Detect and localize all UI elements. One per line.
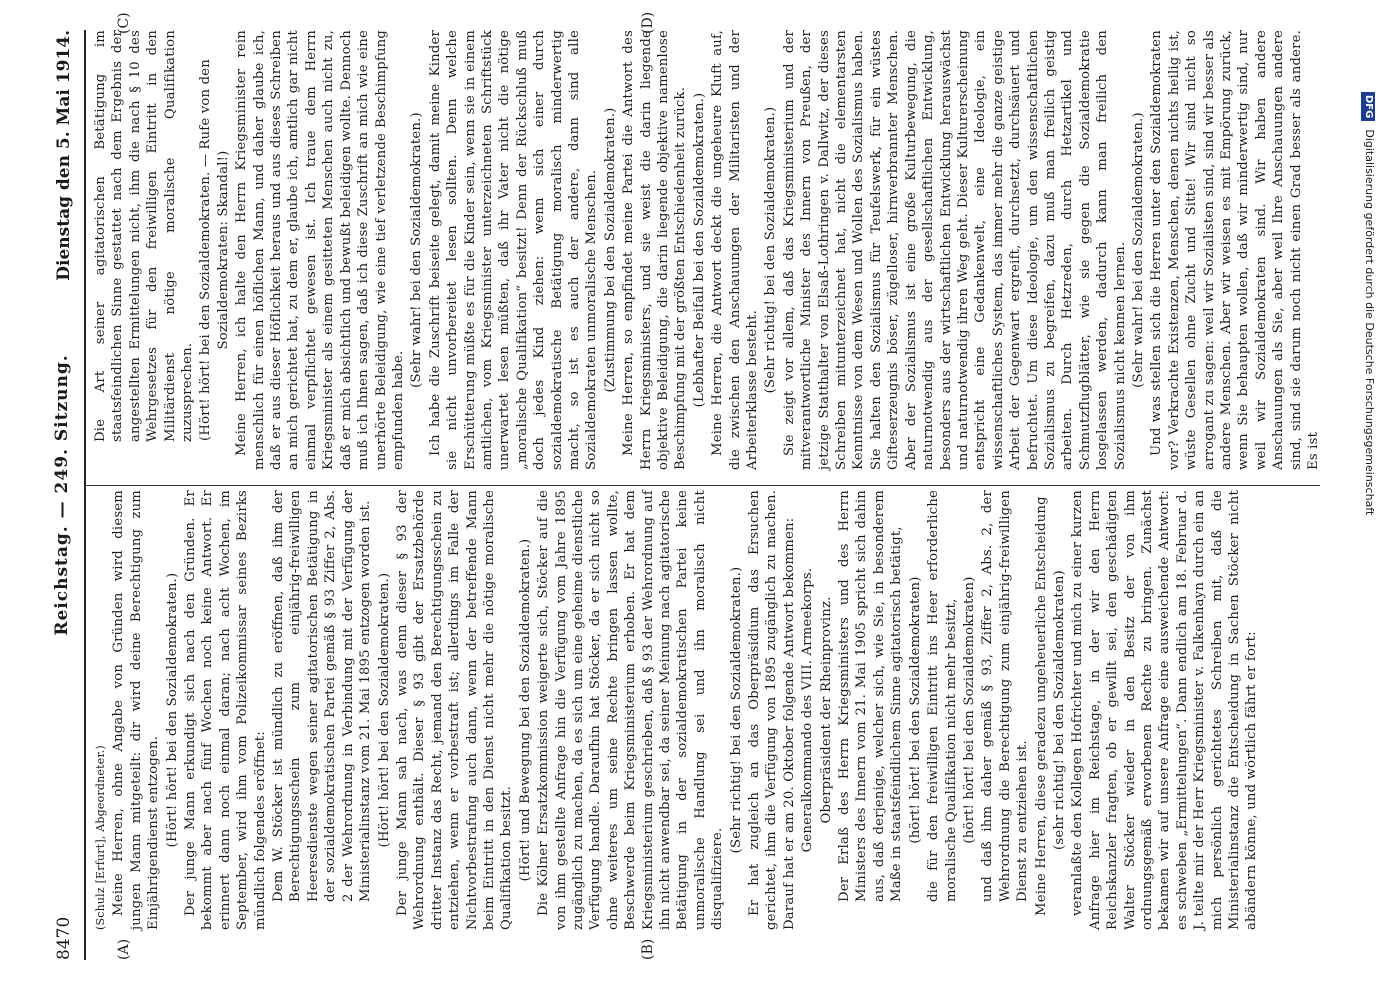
paragraph: Die Kölner Ersatzkommission weigerte sich, Stöcker auf die von ihm gestellte Anfrage hin die Verfügung vom Jahre 1895 zugänglich zu machen, da es sich um eine geheime dienstliche Verfügung handle. Daraufhin hat Stöcker, da er sich nicht so ohne weiteres um seine Rechte bringen lassen wollte, Beschwerde beim Kriegsministerium erhoben. Er hat dem Kriegsministerium geschrieben, daß § 93 der Wehrordnung auf ihn nicht anwendbar sei, da seiner Meinung nach agitatorische Betätigung in der sozialdemokratischen Partei keine unmoralische Handlung sei und ihn moralisch nicht disqualifiziere.	[536, 490, 726, 930]
margin-marker-a: (A)	[116, 938, 132, 960]
quoted-text: Der Erlaß des Herrn Kriegsministers und des Herrn Ministers des Innern vom 21. Mai 1905 spricht sich dahin aus, daß derjenige, welcher sich, wie Sie, in besonderem Maße in staatsfeindlichem Sinne agitatorisch betätigt,	[837, 490, 905, 902]
paragraph: Sie zeigt vor allem, daß das Kriegsministerium und der mitverantwortliche Minister des Innern von Preußen, der jetzige Statthalter von Elsaß-Lothringen v. Dallwitz, der dieses Schreiben mitunterzeichnet hat, nicht die elementarsten Kenntnisse von dem Wesen und Wollen des Sozialismus haben. Sie halten den Sozialismus für Teufelswerk, für ein wüstes Gifteserzeugnis böser, zügelloser, hirnverbrannter Menschen. Aber der Sozialismus ist eine große Kulturbewegung, die naturnotwendig aus der gesellschaftlichen Entwicklung, besonders aus der wirtschaftlichen Entwicklung herauswächst und naturnotwendig ihren Weg geht. Dieser Kulturerscheinung entspricht eine Gedankenwelt, eine Ideologie, ein wissenschaftliches System, das immer mehr die ganze geistige Arbeit der Gegenwart ergreift, durchsetzt, durchsäuert und befruchtet. Um diese Ideologie, um den wissenschaftlichen Sozialismus zu begreifen, dazu muß man freilich geistig arbeiten. Durch Hetzreden, durch Hetzartikel und Schmutzflugblätter, wie sie gegen die Sozialdemokratie losgelassen werden, dadurch kann man freilich den Sozialismus nicht kennen lernen.	[781, 30, 1128, 470]
paragraph: Der junge Mann erkundigt sich nach den Gründen. Er bekommt aber nach fünf Wochen noch keine Antwort. Er erinnert dann noch einmal daran; nach acht Wochen, im September, wird ihm vom Polizeikommissar seines Bezirks mündlich folgendes eröffnet:	[183, 490, 268, 930]
paragraph: Er hat zugleich an das Oberpräsidium das Ersuchen gerichtet, ihm die Verfügung von 1895 zugänglich zu machen. Darauf hat er am 20. Oktober folgende Antwort bekommen:	[747, 490, 797, 930]
margin-marker-d: (D)	[640, 11, 656, 34]
interjection: (Hört! hört! bei den Sozialdemokraten.)	[164, 572, 180, 848]
margin-marker-b: (B)	[640, 938, 656, 960]
paragraph: veranlaßte den Kollegen Hofrichter und mich zu einer kurzen Anfrage hier im Reichstage, in der wir den Herrn Reichskanzler fragten, ob er gewillt sei, den geschädigten Walter Stöcker wieder in den Besitz der von ihm ordnungsgemäß erworbenen Rechte zu bringen. Zunächst bekamen wir auf unsere Anfrage eine ausweichende Antwort: es schweben „Ermittelungen“. Dann endlich am 18. Februar d. J. teilte mir der Herr Kriegsminister v. Falkenhayn durch ein an mich persönlich gerichtetes Schreiben mit, daß die Ministerialinstanz die Entscheidung in Sachen Stöcker nicht abändern könne, und wörtlich fährt er fort:	[1070, 490, 1260, 930]
paragraph: Meine Herren, diese geradezu ungeheuerliche Entscheidung	[1033, 496, 1049, 916]
centered-line: Generalkommando des VIII. Armeekorps.	[800, 567, 816, 853]
column-divider	[86, 485, 1320, 486]
page-number: 8470	[54, 916, 74, 960]
paragraph: Der junge Mann sah nach, was denn dieser § 93 der Wehrordnung enthält. Dieser § 93 gibt der Ersatzbehörde dritter Instanz das Recht, jemand den Berechtigungsschein zu entziehen, wenn er vorbestraft ist; allerdings im Falle der Nichtvorbestrafung auch dann, wenn der betreffende Mann beim Eintritt in den Dienst nicht mehr die nötige moralische Qualifikation besitzt.	[394, 490, 515, 930]
interjection: (Sehr wahr! bei den Sozialdemokraten.)	[1130, 112, 1146, 388]
right-column	[92, 30, 1320, 470]
interjection: (sehr richtig! bei den Sozialdemokraten)	[1051, 570, 1067, 850]
interjection: (Hört! und Bewegung bei den Sozialdemokraten.)	[517, 538, 533, 882]
interjection: (Lebhafter Beifall bei den Sozialdemokraten.)	[691, 92, 707, 408]
paragraph: Und was stellen sich die Herren unter den Sozialdemokraten vor? Verkrachte Existenzen, Menschen, denen nichts heilig ist, wüste Gesellen ohne Zucht und Sitte! Wir sind nicht so arrogant zu sagen: weil wir Sozialisten sind, sind wir besser als andere Menschen. Aber wir weisen es mit Empörung zurück, wenn Sie behaupten wollen, daß wir minderwertig sind, nur weil wir Sozialdemokraten sind. Wir haben andere Anschauungen als Sie, aber weil Ihre Anschauungen andere sind, sind sie darum noch nicht einen Grad besser als andere. Es ist	[1149, 30, 1322, 470]
interjection: (hört! hört! bei den Sozialdemokraten)	[961, 576, 977, 844]
quoted-text: Die Art seiner agitatorischen Betätigung im staatsfeindlichen Sinne gestattet nach dem Ergebnis der angestellten Ermittelungen nicht, ihm die nach § 10 des Wehrgesetzes für den freiwilligen Eintritt in den Militärdienst nötige moralische Qualifikation zuzusprechen.	[93, 30, 196, 442]
interjection: (Sehr richtig! bei den Sozialdemokraten.)	[763, 106, 779, 394]
paragraph: Meine Herren, ich halte den Herrn Kriegsminister rein menschlich für einen höflichen Mann, und daher glaube ich, daß er aus dieser Höflichkeit heraus und aus dieses Schreiben an mich gerichtet hat, zu dem er, glaube ich, amtlich gar nicht einmal verpflichtet gewesen ist. Ich traue dem Herrn Kriegsminister als einem gesitteten Menschen auch nicht zu, daß er mich absichtlich und bewußt beleidigen wollte. Dennoch muß ich Ihnen sagen, daß ich diese Zuschrift an mich wie eine unerhörte Beleidigung, wie eine tief verletzende Beschimpfung empfunden habe.	[234, 30, 406, 470]
quoted-text: Dem W. Stöcker ist mündlich zu eröffnen, daß ihm der Berechtigungsschein zum einjährig-freiwilligen Heeresdienste wegen seiner agitatorischen Betätigung in der sozialdemokratischen Partei gemäß § 93 Ziffer 2, Abs. 2 der Wehrordnung in Verbindung mit der Verfügung der Ministerialinstanz vom 21. Mai 1895 entzogen worden ist.	[271, 490, 374, 902]
quoted-text: die für den freiwilligen Eintritt ins Heer erforderliche moralische Qualifikation nicht mehr besitzt,	[926, 490, 959, 902]
paragraph: Ich habe die Zuschrift beiseite gelegt, damit meine Kinder sie nicht unvorbereitet lesen sollten. Denn welche Erschütterung müßte es für die Kinder sein, wenn sie in einem amtlichen, vom Kriegsminister unterzeichneten Schriftstück unerwartet lesen müßten, daß ihr Vater nicht die nötige „moralische Qualifikation“ besitzt! Denn der Rückschluß muß doch jedes Kind ziehen: wenn sich einer durch sozialdemokratische Betätigung moralisch minderwertig macht, so ist es auch der andere, dann sind alle Sozialdemokraten unmoralische Menschen.	[427, 30, 600, 470]
interjection: (Hört! hört! bei den Sozialdemokraten.)	[376, 572, 392, 848]
paragraph: Meine Herren, die Antwort deckt die ungeheure Kluft auf, die zwischen den Anschauungen der Militaristen und der Arbeiterklasse besteht.	[710, 30, 761, 470]
centered-line: Oberpräsident der Rheinprovinz.	[818, 596, 834, 824]
margin-marker-c: (C)	[116, 12, 132, 34]
credit-text: Digitalisierung gefördert durch die Deutsche Forschungsgemeinschaft	[1363, 129, 1376, 516]
header-rule	[84, 30, 86, 960]
running-head	[52, 30, 80, 960]
paragraph: Meine Herren, ohne Angabe von Gründen wird diesem jungen Mann mitgeteilt: dir wird deine Berechtigung zum Einjährigendienst entzogen.	[111, 490, 162, 930]
interjection: (Zustimmung bei den Sozialdemokraten.)	[602, 107, 618, 393]
session-date: Dienstag den 5. Mai 1914.	[54, 30, 74, 281]
interjection: (Sehr wahr! bei den Sozialdemokraten.)	[409, 112, 425, 388]
speaker-tag: (Schulz [Erfurt], Abgeordneter.)	[94, 745, 107, 930]
interjection: (Sehr richtig! bei den Sozialdemokraten.)	[728, 566, 744, 854]
quoted-text: und daß ihm daher gemäß § 93, Ziffer 2, Abs. 2, der Wehrordnung die Berechtigung zum einjährig-freiwilligen Dienst zu entziehen ist.	[980, 490, 1031, 902]
interjection: (Hört! hört! bei den Sozialdemokraten. — Rufe von den Sozialdemokraten: Skandal!)	[198, 59, 231, 441]
left-column	[92, 490, 1320, 930]
digitization-credit	[1359, 0, 1379, 1000]
paragraph: Meine Herren, so empfindet meine Partei die Antwort des Herrn Kriegsministers, und sie weist die darin liegende objektive Beleidigung, die darin liegende objektive namenlose Beschimpfung mit der größten Entschiedenheit zurück.	[621, 30, 689, 470]
dfg-logo: DFG	[1361, 92, 1375, 121]
interjection: (hört! hört! bei den Sozialdemokraten)	[907, 576, 923, 844]
session-title: Reichstag. — 249. Sitzung.	[52, 354, 72, 636]
